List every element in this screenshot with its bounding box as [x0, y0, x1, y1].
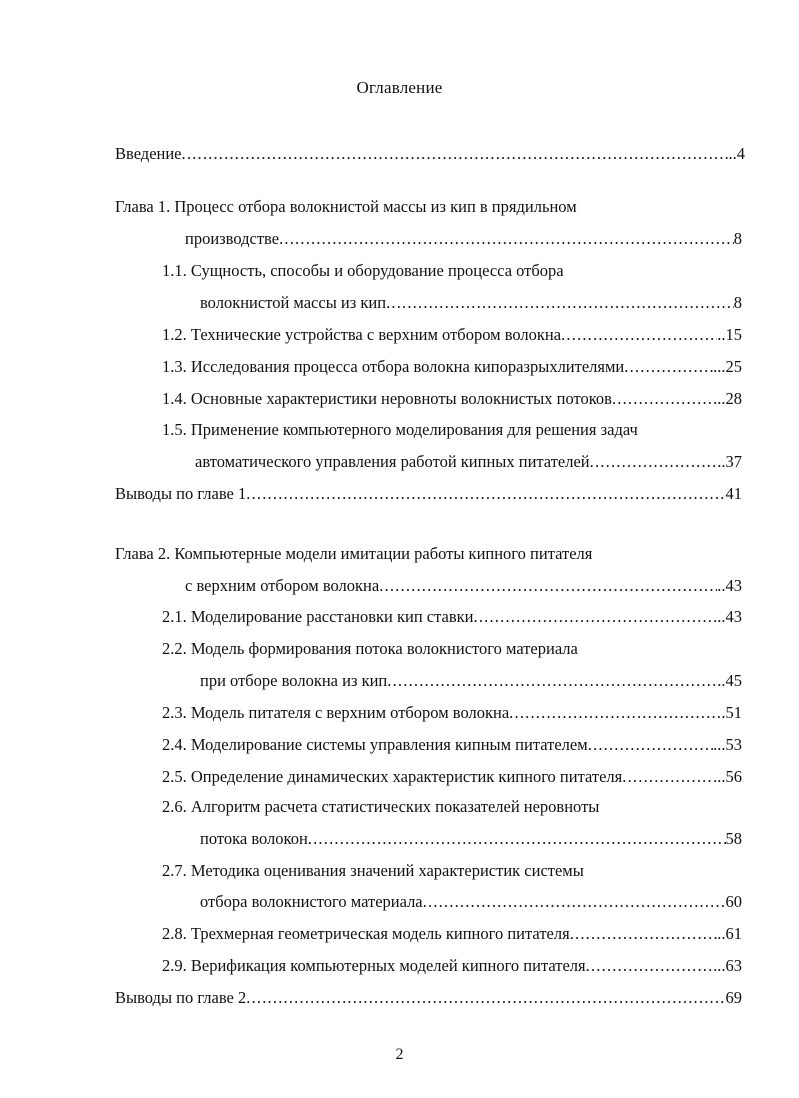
toc-entry-text: производстве [185, 229, 280, 248]
dot-leader [182, 143, 729, 165]
toc-entry-text: 2.8. Трехмерная геометрическая модель кипного питателя [162, 924, 570, 943]
toc-entry-page: ..45 [717, 671, 742, 690]
toc-entry-page: 41 [725, 484, 742, 503]
toc-section-1-2 [162, 324, 742, 346]
toc-section-2-5 [162, 766, 742, 788]
page-number: 2 [395, 1046, 404, 1063]
dot-leader [570, 923, 718, 945]
toc-entry-page: 8 [733, 293, 742, 312]
toc-entry-text: с верхним отбором волокна [185, 576, 380, 595]
toc-entry-text: 2.3. Модель питателя с верхним отбором волокна [162, 703, 510, 722]
dot-leader [387, 670, 717, 692]
toc-entry-text: 2.4. Моделирование системы управления кипным питателем [162, 735, 588, 754]
dot-leader [246, 987, 725, 1009]
toc-entry-page: ..4 [728, 144, 745, 163]
toc-section-1-4 [162, 388, 742, 410]
toc-entry-text: отбора волокнистого материала [200, 892, 423, 911]
toc-chapter-2-title: Глава 2. Компьютерные модели имитации работы кипного питателя [115, 544, 593, 563]
toc-entry-page: ..43 [717, 576, 742, 595]
toc-entry-page: 69 [725, 988, 742, 1007]
toc-entry-page: ..28 [717, 389, 742, 408]
toc-entry-page: ...56 [713, 767, 742, 786]
toc-entry-page: ...25 [713, 357, 742, 376]
toc-section-2-3 [162, 702, 742, 724]
toc-entry-text: 1.4. Основные характеристики неровноты волокнистых потоков [162, 389, 612, 408]
toc-entry-page: ..61 [717, 924, 742, 943]
toc-entry-text: 1.2. Технические устройства с верхним отбором волокна [162, 325, 562, 344]
toc-section-2-2 [200, 670, 742, 692]
toc-entry-text: автоматического управления работой кипных питателей [195, 452, 590, 471]
toc-section-2-2-title: 2.2. Модель формирования потока волокнистого материала [162, 639, 578, 658]
toc-entry-text: Выводы по главе 2 [115, 988, 247, 1007]
toc-section-1-5-title: 1.5. Применение компьютерного моделирования для решения задач [162, 420, 638, 439]
toc-entry-text: волокнистой массы из кип [200, 293, 387, 312]
toc-entry-page: 60 [725, 892, 742, 911]
toc-section-2-7-title: 2.7. Методика оценивания значений характеристик системы [162, 861, 584, 880]
toc-section-2-8 [162, 923, 742, 945]
toc-entry-page: ...53 [713, 735, 742, 754]
dot-leader [586, 955, 713, 977]
toc-section-2-4 [162, 734, 742, 756]
toc-section-2-6 [200, 828, 742, 850]
toc-entry-text: 2.5. Определение динамических характеристик кипного питателя [162, 767, 623, 786]
dot-leader [246, 483, 725, 505]
toc-entry-text: 1.3. Исследования процесса отбора волокна кипоразрыхлителями [162, 357, 625, 376]
toc-entry-page: 58 [725, 829, 742, 848]
toc-entry-page: 8 [733, 229, 742, 248]
toc-entry-page: ..37 [717, 452, 742, 471]
toc-chapter-2 [185, 575, 742, 597]
dot-leader [386, 292, 734, 314]
toc-section-2-6-title: 2.6. Алгоритм расчета статистических показателей неровноты [162, 797, 600, 816]
toc-entry-page: ...43 [713, 607, 742, 626]
dot-leader [624, 356, 713, 378]
dot-leader [379, 575, 717, 597]
dot-leader [474, 606, 714, 628]
dot-leader [423, 891, 726, 913]
toc-section-1-3 [162, 356, 742, 378]
toc-section-1-5 [195, 451, 742, 473]
toc-conclusions-2 [115, 987, 742, 1009]
toc-entry-text: Выводы по главе 1 [115, 484, 247, 503]
dot-leader [509, 702, 721, 724]
toc-entry-text: 2.9. Верификация компьютерных моделей кипного питателя [162, 956, 586, 975]
page-title: Оглавление [356, 78, 443, 97]
toc-entry-text: потока волокон [200, 829, 308, 848]
toc-entry-text: при отборе волокна из кип [200, 671, 388, 690]
dot-leader [308, 828, 726, 850]
toc-section-2-7 [200, 891, 742, 913]
toc-entry-intro [115, 143, 745, 165]
toc-chapter-1-title: Глава 1. Процесс отбора волокнистой массы из кип в прядильном [115, 197, 577, 216]
toc-section-2-9 [162, 955, 742, 977]
toc-section-1-1 [200, 292, 742, 314]
toc-section-2-1 [162, 606, 742, 628]
toc-conclusions-1 [115, 483, 742, 505]
toc-entry-page: ...63 [713, 956, 742, 975]
dot-leader [588, 734, 713, 756]
dot-leader [561, 324, 717, 346]
toc-entry-page: .51 [721, 703, 742, 722]
toc-entry-text: 2.1. Моделирование расстановки кип ставки [162, 607, 474, 626]
toc-entry-page: ..15 [717, 325, 742, 344]
dot-leader [279, 228, 734, 250]
toc-entry-text: Введение [115, 144, 182, 163]
dot-leader [590, 451, 718, 473]
dot-leader [612, 388, 717, 410]
toc-section-1-1-title: 1.1. Сущность, способы и оборудование процесса отбора [162, 261, 564, 280]
toc-chapter-1 [185, 228, 742, 250]
dot-leader [622, 766, 713, 788]
